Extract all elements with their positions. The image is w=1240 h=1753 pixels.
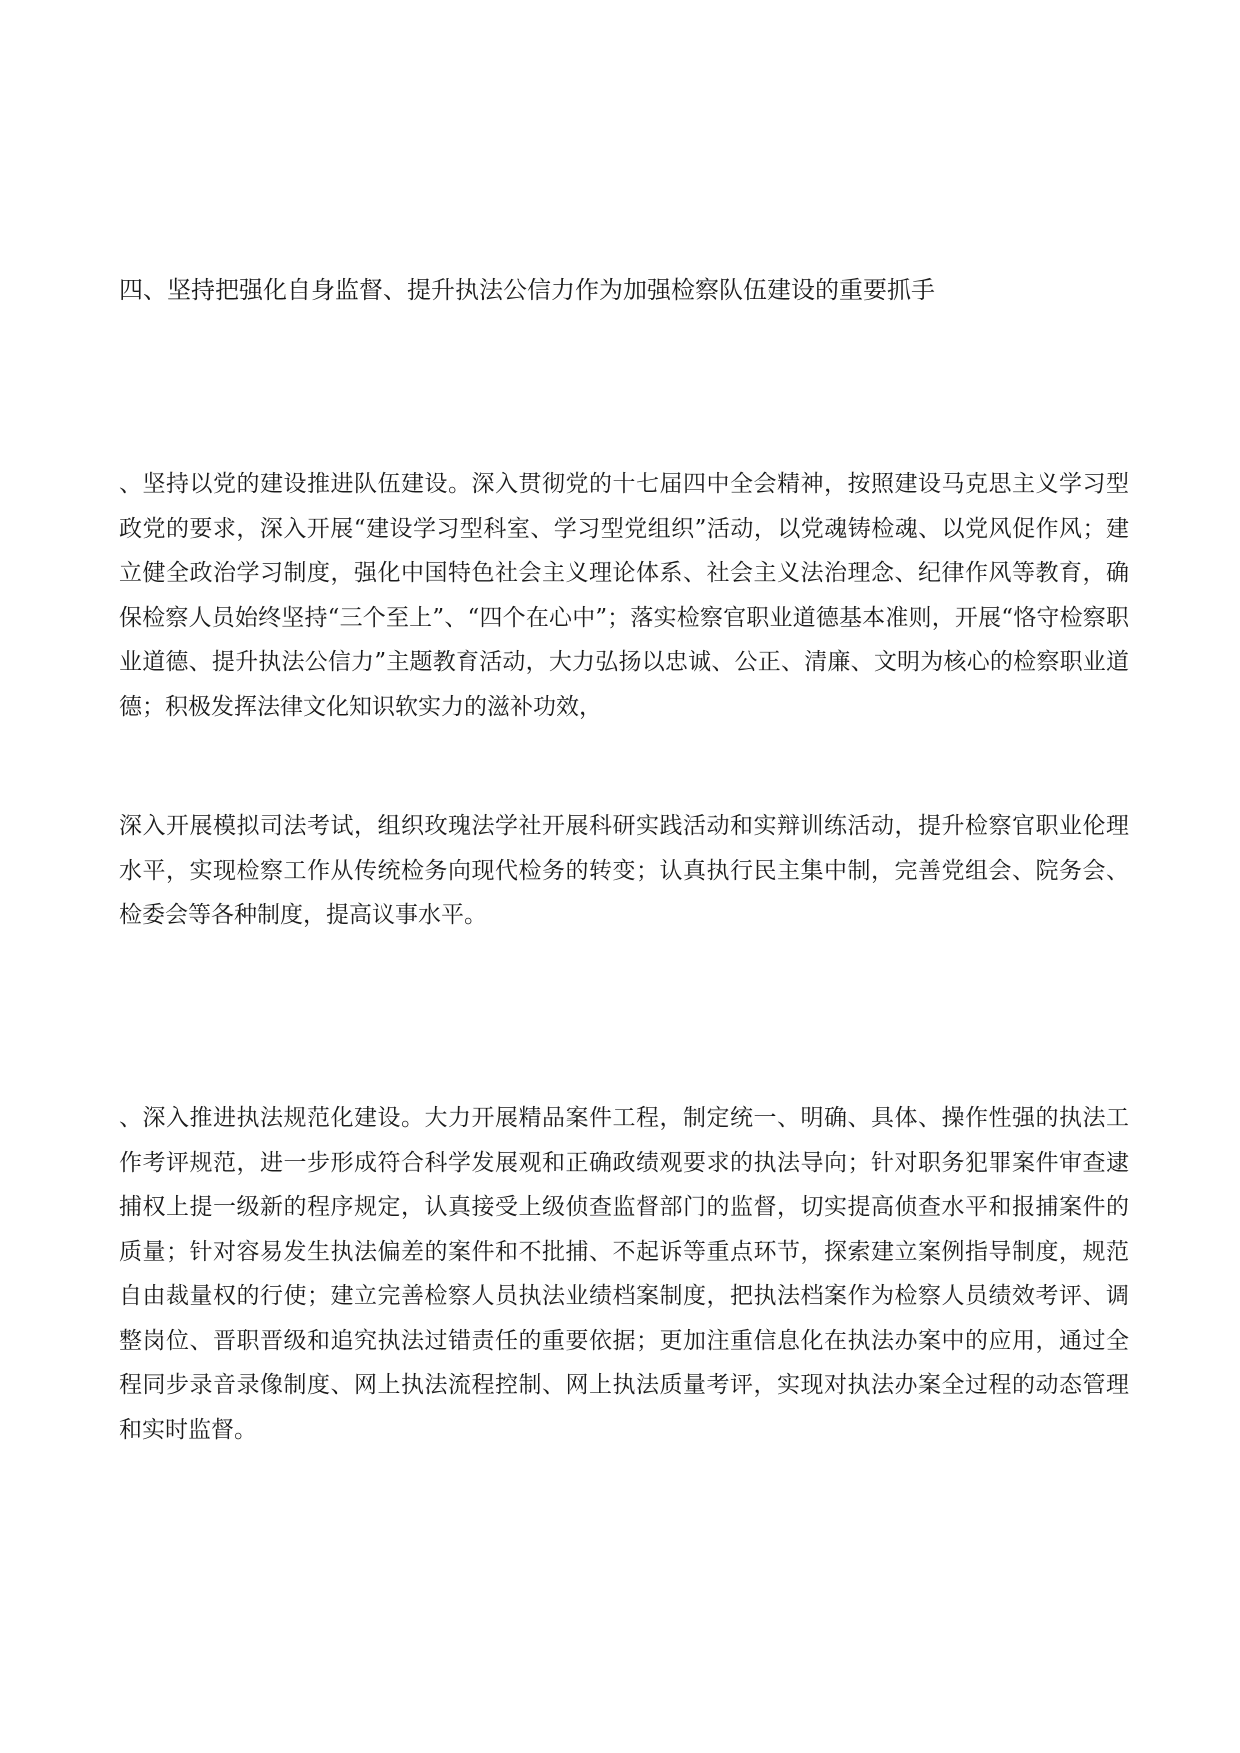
paragraph-mock-exam: 深入开展模拟司法考试，组织玫瑰法学社开展科研实践活动和实辩训练活动，提升检察官职业伦理水平，实现检察工作从传统检务向现代检务的转变；认真执行民主集中制，完善党组会、院务会、检委会等各种制度，提高议事水平。 (119, 813, 1129, 928)
paragraph-party-building: 、坚持以党的建设推进队伍建设。深入贯彻党的十七届四中全会精神，按照建设马克思主义学习型政党的要求，深入开展“建设学习型科室、学习型党组织”活动，以党魂铸检魂、以党风促作风；建立健全政治学习制度，强化中国特色社会主义理论体系、社会主义法治理念、纪律作风等教育，确保检察人员始终坚持“三个至上”、“四个在心中”；落实检察官职业道德基本准则，开展“恪守检察职业道德、提升执法公信力”主题教育活动，大力弘扬以忠诚、公正、清廉、文明为核心的检察职业道德；积极发挥法律文化知识软实力的滋补功效， (119, 471, 1129, 720)
paragraph-law-enforcement: 、深入推进执法规范化建设。大力开展精品案件工程，制定统一、明确、具体、操作性强的执法工作考评规范，进一步形成符合科学发展观和正确政绩观要求的执法导向；针对职务犯罪案件审查逮捕权上提一级新的程序规定，认真接受上级侦查监督部门的监督，切实提高侦查水平和报捕案件的质量；针对容易发生执法偏差的案件和不批捕、不起诉等重点环节，探索建立案例指导制度，规范自由裁量权的行使；建立完善检察人员执法业绩档案制度，把执法档案作为检察人员绩效考评、调整岗位、晋职晋级和追究执法过错责任的重要依据；更加注重信息化在执法办案中的应用，通过全程同步录音录像制度、网上执法流程控制、网上执法质量考评，实现对执法办案全过程的动态管理和实时监督。 (119, 1105, 1129, 1443)
section-heading: 四、坚持把强化自身监督、提升执法公信力作为加强检察队伍建设的重要抓手 (119, 276, 935, 304)
